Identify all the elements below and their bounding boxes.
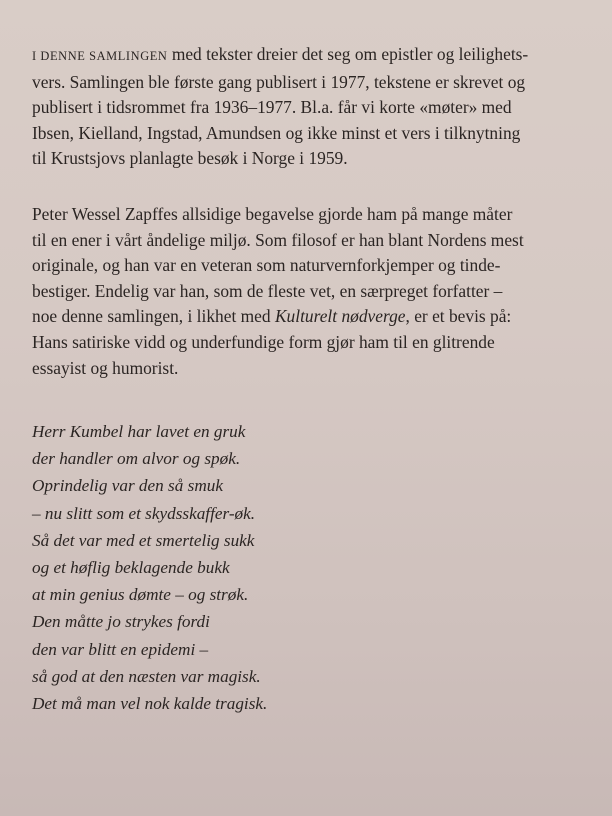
book-title-kulturelt-nodverge: Kulturelt nødverge	[274, 306, 406, 327]
poem-line: Den måtte jo strykes fordi	[32, 612, 210, 632]
intro-line: publisert i tidsrommet fra 1936–1977. Bl.a. får vi korte «møter» med	[32, 97, 512, 118]
body-paragraph	[32, 202, 592, 381]
body-line-with-title	[32, 304, 592, 330]
poem-gruk	[32, 418, 267, 717]
poem-line: – nu slitt som et skydsskaffer-øk.	[32, 503, 256, 523]
poem-line: at min genius dømte – og strøk.	[32, 585, 249, 605]
body-line: bestiger. Endelig var han, som de fleste vet, en særpreget forfatter –	[32, 280, 503, 301]
body-line: til en ener i vårt åndelige miljø. Som filosof er han blant Nordens mest	[32, 229, 524, 250]
intro-line-1-rest: med tekster dreier det seg om epistler og leilighets-	[167, 44, 529, 64]
poem-line: Så det var med et smertelig sukk	[32, 530, 255, 550]
poem-line: Det må man vel nok kalde tragisk.	[32, 694, 268, 714]
body-line: Hans satiriske vidd og underfundige form gjør ham til en glitrende	[32, 331, 495, 352]
intro-lead-smallcaps: I DENNE SAMLINGEN	[32, 49, 168, 63]
body-line-5-pre: noe denne samlingen, i likhet med	[32, 306, 275, 327]
poem-line: Herr Kumbel har lavet en gruk	[32, 422, 246, 441]
poem-line: så god at den næsten var magisk.	[32, 666, 261, 686]
intro-paragraph	[32, 42, 592, 172]
poem-line: den var blitt en epidemi –	[32, 639, 209, 659]
intro-line: Ibsen, Kielland, Ingstad, Amundsen og ikke minst et vers i tilknytning	[32, 122, 521, 143]
intro-line: vers. Samlingen ble første gang publisert i 1977, tekstene er skrevet og	[32, 71, 526, 92]
body-line: originale, og han var en veteran som naturvernforkjemper og tinde-	[32, 255, 501, 276]
intro-line: til Krustsjovs planlagte besøk i Norge i 1959.	[32, 148, 348, 169]
body-line-5-post: , er et bevis på:	[405, 306, 512, 327]
intro-line-1	[32, 42, 592, 70]
poem-line: Oprindelig var den så smuk	[32, 476, 223, 496]
poem-line: og et høflig beklagende bukk	[32, 558, 230, 578]
body-line: essayist og humorist.	[32, 357, 179, 378]
poem-line: der handler om alvor og spøk.	[32, 449, 241, 469]
body-line: Peter Wessel Zapffes allsidige begavelse gjorde ham på mange måter	[32, 204, 513, 224]
